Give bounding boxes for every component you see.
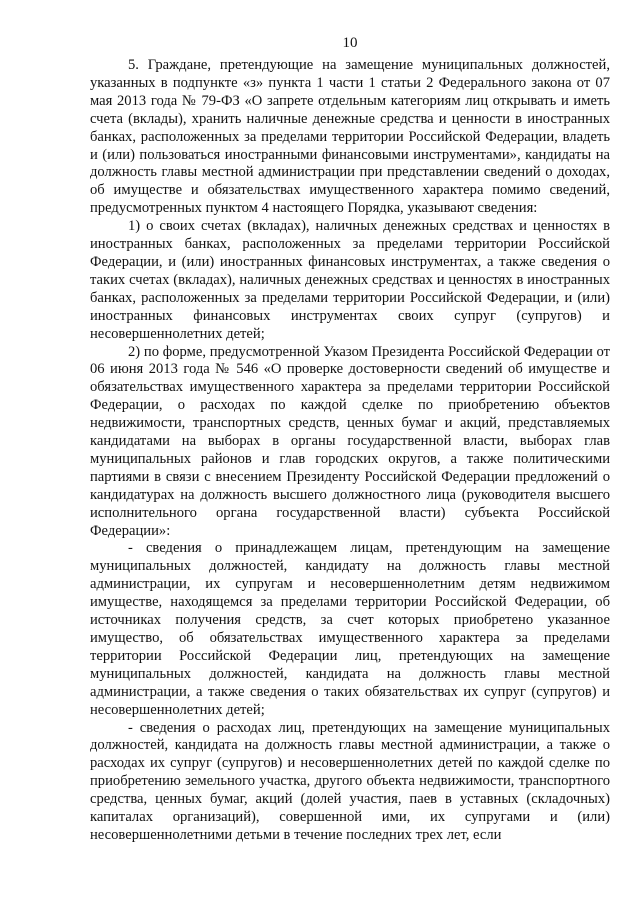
document-page [90, 34, 610, 845]
paragraph-subitem-1: 1) о своих счетах (вкладах), наличных денежных средствах и ценностях в иностранных банках, расположенных за пределами территории Российской Федерации, и (или) иностранных финансовых инструментах, а также сведения о таких счетах (вкладах), наличных денежных средствах и ценностях в иностранных банках, расположенных за пределами территории Российской Федерации, и (или) иностранных финансовых инструментах своих супруг (супругов) и несовершеннолетних детей; [90, 218, 610, 342]
paragraph-bullet-expenses: - сведения о расходах лиц, претендующих на замещение муниципальных должностей, кандидата на должность главы местной администрации, а также о расходах их супруг (супругов) и несовершеннолетних детей по каждой сделке по приобретению земельного участка, другого объекта недвижимости, транспортного средства, ценных бумаг, акций (долей участия, паев в уставных (складочных) капиталах организаций), совершенной ими, их супругами и (или) несовершеннолетними детьми в течение последних трех лет, если [90, 719, 610, 843]
paragraph-bullet-property: - сведения о принадлежащем лицам, претендующим на замещение муниципальных должностей, кандидату на должность главы местной администрации, их супругам и несовершеннолетним детям недвижимом имуществе, находящемся за пределами территории Российской Федерации, об источниках получения средств, за счет которых приобретено указанное имущество, об обязательствах имущественного характера за пределами территории Российской Федерации лиц, претендующих на замещение муниципальных должностей, кандидата на должность главы местной администрации, а также сведения о таких обязательствах их супруг (супругов) и несовершеннолетних детей; [90, 540, 610, 718]
page-number: 10 [342, 35, 358, 51]
paragraph-item-5: 5. Граждане, претендующие на замещение муниципальных должностей, указанных в подпункте «з» пункта 1 части 1 статьи 2 Федерального закона от 07 мая 2013 года № 79-ФЗ «О запрете отдельным категориям лиц открывать и иметь счета (вклады), хранить наличные денежные средства и ценности в иностранных банках, расположенных за пределами территории Российской Федерации, владеть и (или) пользоваться иностранными финансовыми инструментами», кандидаты на должность главы местной администрации при представлении сведений о доходах, об имуществе и обязательствах имущественного характера помимо сведений, предусмотренных пунктом 4 настоящего Порядка, указывают сведения: [90, 57, 610, 217]
paragraph-subitem-2: 2) по форме, предусмотренной Указом Президента Российской Федерации от 06 июня 2013 года № 546 «О проверке достоверности сведений об имуществе и обязательствах имущественного характера за пределами территории Российской Федерации, о расходах по каждой сделке по приобретению объектов недвижимости, транспортных средств, ценных бумаг и акций, представляемых кандидатами на выборах в органы государственной власти, выборах глав муниципальных районов и глав городских округов, а также политическими партиями в связи с внесением Президенту Российской Федерации предложений о кандидатурах на должность высшего должностного лица (руководителя высшего исполнительного органа государственной власти) субъекта Российской Федерации»: [90, 343, 610, 539]
